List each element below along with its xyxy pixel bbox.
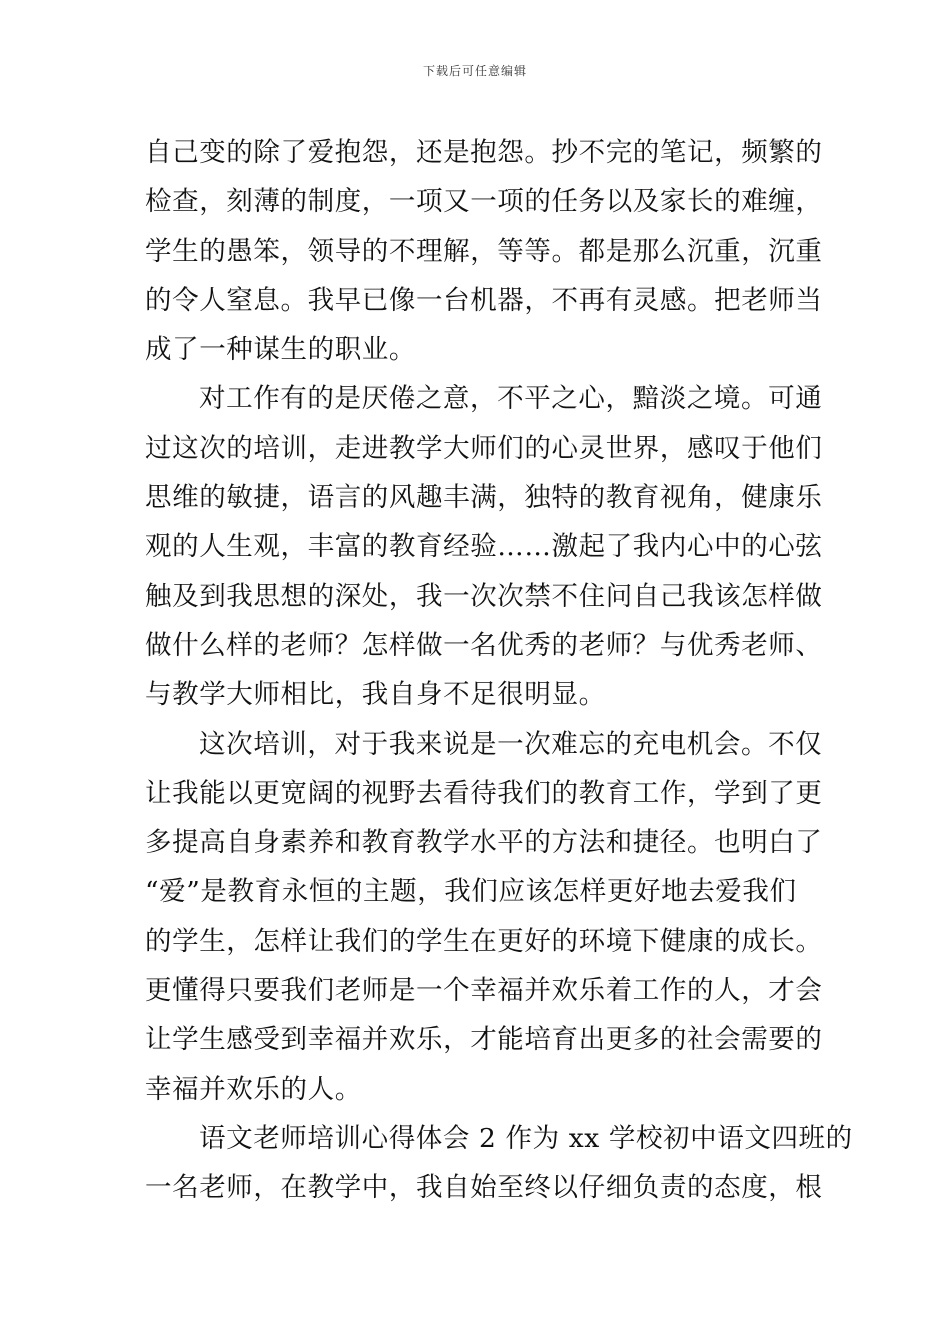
text-line: 的令人窒息。我早已像一台机器，不再有灵感。把老师当: [145, 284, 823, 316]
text-line: 的学生，怎样让我们的学生在更好的环境下健康的成长。: [145, 925, 823, 957]
text-line: 检查，刻薄的制度，一项又一项的任务以及家长的难缠，: [145, 186, 823, 218]
text-line: 幸福并欢乐的人。: [145, 1073, 362, 1105]
text-line: 观的人生观，丰富的教育经验……激起了我内心中的心弦: [145, 531, 823, 563]
document-body: [145, 128, 853, 1213]
text-line: 过这次的培训，走进教学大师们的心灵世界，感叹于他们: [145, 432, 823, 464]
text-line: 让我能以更宽阔的视野去看待我们的教育工作，学到了更: [145, 777, 823, 809]
text-line: 学生的愚笨，领导的不理解，等等。都是那么沉重，沉重: [145, 235, 823, 267]
text-line: 成了一种谋生的职业。: [145, 334, 416, 366]
text-line: 触及到我思想的深处，我一次次禁不住问自己我该怎样做: [145, 580, 823, 612]
text-line: “爱”是教育永恒的主题，我们应该怎样更好地去爱我们: [145, 876, 797, 908]
text-line: 与教学大师相比，我自身不足很明显。: [145, 679, 606, 711]
text-line: 自己变的除了爱抱怨，还是抱怨。抄不完的笔记，频繁的: [145, 137, 823, 168]
text-line: 更懂得只要我们老师是一个幸福并欢乐着工作的人，才会: [145, 975, 823, 1007]
text-line: 一名老师，在教学中，我自始至终以仔细负责的态度，根: [145, 1172, 823, 1204]
paragraph-first-line: 这次培训，对于我来说是一次难忘的充电机会。不仅: [199, 728, 823, 760]
paragraph-first-line: 语文老师培训心得体会 2 作为 xx 学校初中语文四班的: [199, 1122, 853, 1154]
text-line: 做什么样的老师？怎样做一名优秀的老师？与优秀老师、: [145, 629, 823, 661]
page-header: 下载后可任意编辑: [422, 64, 527, 78]
text-line: 多提高自身素养和教育教学水平的方法和捷径。也明白了: [145, 827, 823, 859]
paragraph-first-line: 对工作有的是厌倦之意，不平之心，黯淡之境。可通: [199, 383, 823, 415]
text-line: 思维的敏捷，语言的风趣丰满，独特的教育视角，健康乐: [145, 482, 823, 514]
text-line: 让学生感受到幸福并欢乐，才能培育出更多的社会需要的: [145, 1024, 823, 1056]
